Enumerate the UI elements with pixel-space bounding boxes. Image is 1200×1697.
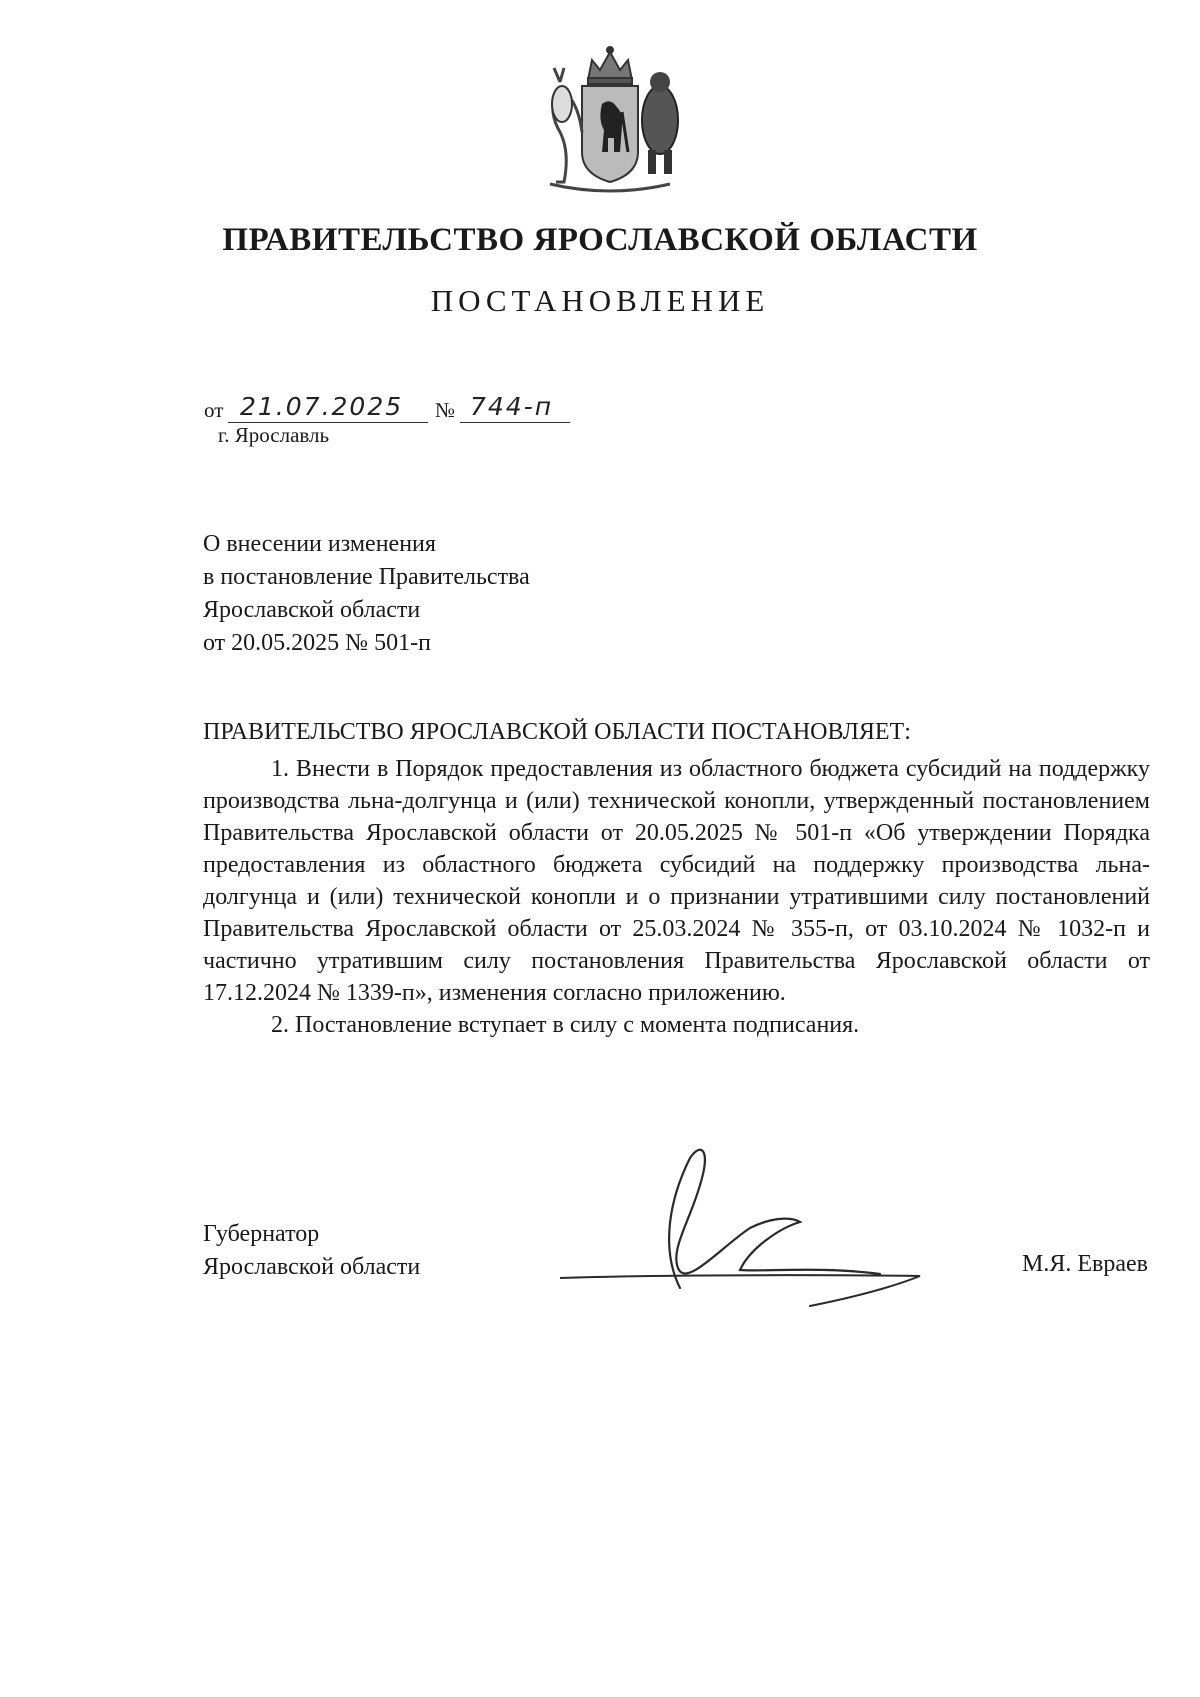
document-type: ПОСТАНОВЛЕНИЕ <box>430 283 770 318</box>
number-label: № <box>435 398 456 422</box>
number-value: 744-п <box>470 392 554 421</box>
signatory-title-line: Ярославской области <box>203 1254 421 1280</box>
number-underline <box>460 422 570 423</box>
paragraph: 1. Внести в Порядок предоставления из областного бюджета субсидий на поддержку производства льна-долгунца и (или) технической конопли, утвержденный постановлением Правительства Ярославской области от 20.05.2025 № 501-п «Об утверждении Порядка предоставления из областного бюджета субсидий на поддержку производства льна-долгунца и (или) технической конопли и о признании утратившими силу постановлений Правительства Ярославской области от 25.03.2024 № 355-п, от 03.10.2024 № 1032-п и частично утратившим силу постановления Правительства Ярославской области от 17.12.2024 № 1339-п», изменения согласно приложению. <box>203 756 1150 1006</box>
paragraph: 2. Постановление вступает в силу с момента подписания. <box>271 1012 860 1038</box>
coat-of-arms-emblem <box>530 42 690 202</box>
signatory-title <box>203 1218 420 1284</box>
preamble: ПРАВИТЕЛЬСТВО ЯРОСЛАВСКОЙ ОБЛАСТИ ПОСТАНОВЛЯЕТ: <box>203 719 911 745</box>
date-value: 21.07.2025 <box>240 392 404 421</box>
subject-line: от 20.05.2025 № 501-п <box>203 630 431 656</box>
signatory-name: М.Я. Евраев <box>1022 1251 1148 1277</box>
signatory-title-line: Губернатор <box>203 1221 320 1247</box>
document-subject <box>203 528 530 660</box>
date-label: от <box>204 398 224 422</box>
city-name: г. Ярославль <box>218 423 330 447</box>
document-body <box>203 753 1150 1041</box>
organization-title: ПРАВИТЕЛЬСТВО ЯРОСЛАВСКОЙ ОБЛАСТИ <box>222 222 978 258</box>
subject-line: Ярославской области <box>203 597 421 623</box>
subject-line: в постановление Правительства <box>203 564 530 590</box>
handwritten-signature <box>560 1138 940 1308</box>
subject-line: О внесении изменения <box>203 531 436 557</box>
